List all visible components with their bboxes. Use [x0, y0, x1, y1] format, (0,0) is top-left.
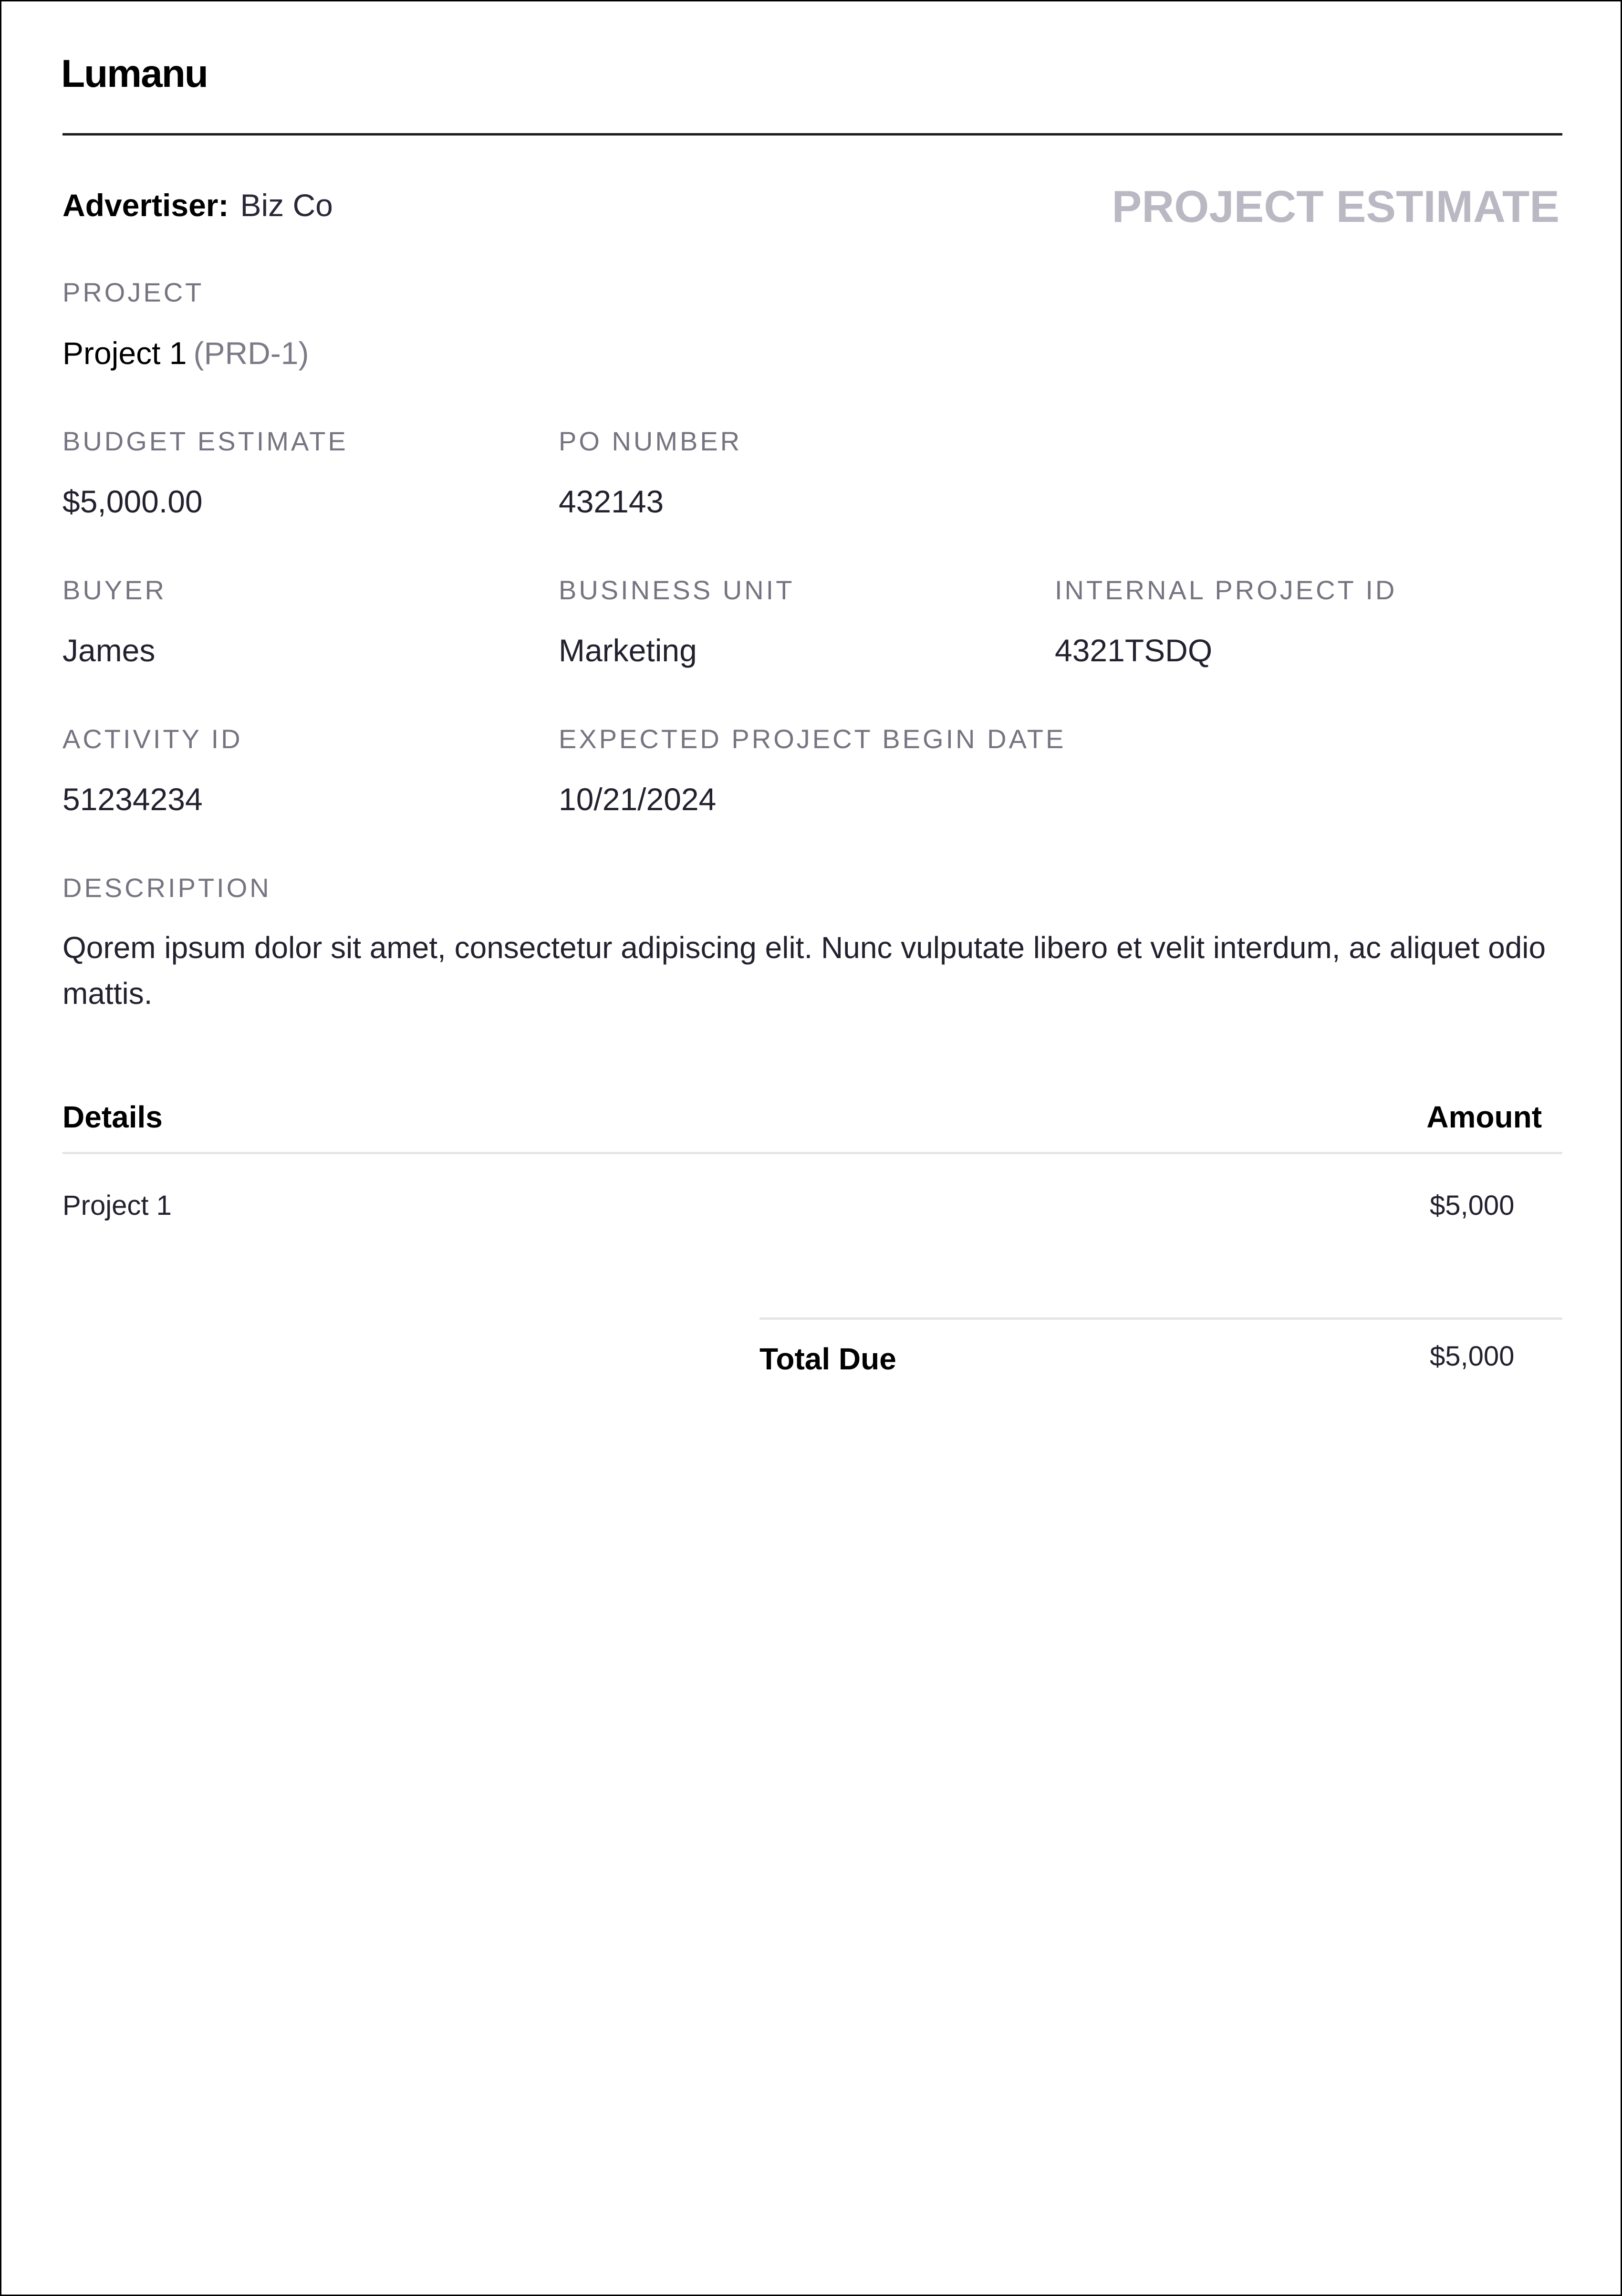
table-row-amount: $5,000 — [1430, 1190, 1515, 1221]
business-unit-label: BUSINESS UNIT — [559, 575, 795, 605]
advertiser-label: Advertiser: — [62, 188, 229, 223]
description-label: DESCRIPTION — [62, 873, 271, 903]
details-column-header: Details — [62, 1100, 163, 1134]
buyer-value: James — [62, 633, 156, 668]
internal-project-id-value: 4321TSDQ — [1055, 633, 1213, 668]
amount-column-header: Amount — [1426, 1100, 1542, 1134]
total-due-amount: $5,000 — [1430, 1341, 1515, 1372]
po-number-label: PO NUMBER — [559, 426, 742, 456]
project-code: (PRD-1) — [193, 335, 309, 371]
total-due-label: Total Due — [759, 1342, 896, 1376]
description-text: Qorem ipsum dolor sit amet, consectetur adipiscing elit. Nunc vulputate libero et velit interdum, ac aliquet odio mattis. — [62, 930, 1546, 1011]
po-number-value: 432143 — [559, 484, 664, 519]
advertiser-line — [62, 184, 333, 227]
project-value — [62, 332, 309, 375]
project-label: PROJECT — [62, 277, 204, 307]
business-unit-value: Marketing — [559, 633, 697, 668]
header-divider — [62, 133, 1562, 136]
activity-id-label: ACTIVITY ID — [62, 724, 243, 754]
table-row-details: Project 1 — [62, 1190, 172, 1221]
project-name: Project 1 — [62, 335, 187, 371]
activity-id-value: 51234234 — [62, 782, 203, 817]
begin-date-label: EXPECTED PROJECT BEGIN DATE — [559, 724, 1066, 754]
advertiser-value: Biz Co — [240, 188, 333, 223]
internal-project-id-label: INTERNAL PROJECT ID — [1055, 575, 1397, 605]
budget-estimate-value: $5,000.00 — [62, 484, 203, 519]
document-title: PROJECT ESTIMATE — [1112, 181, 1560, 231]
buyer-label: BUYER — [62, 575, 166, 605]
table-header-divider — [62, 1152, 1562, 1154]
budget-estimate-label: BUDGET ESTIMATE — [62, 426, 348, 456]
total-divider — [759, 1317, 1562, 1320]
lumanu-logo: Lumanu — [61, 52, 208, 95]
begin-date-value: 10/21/2024 — [559, 782, 717, 817]
